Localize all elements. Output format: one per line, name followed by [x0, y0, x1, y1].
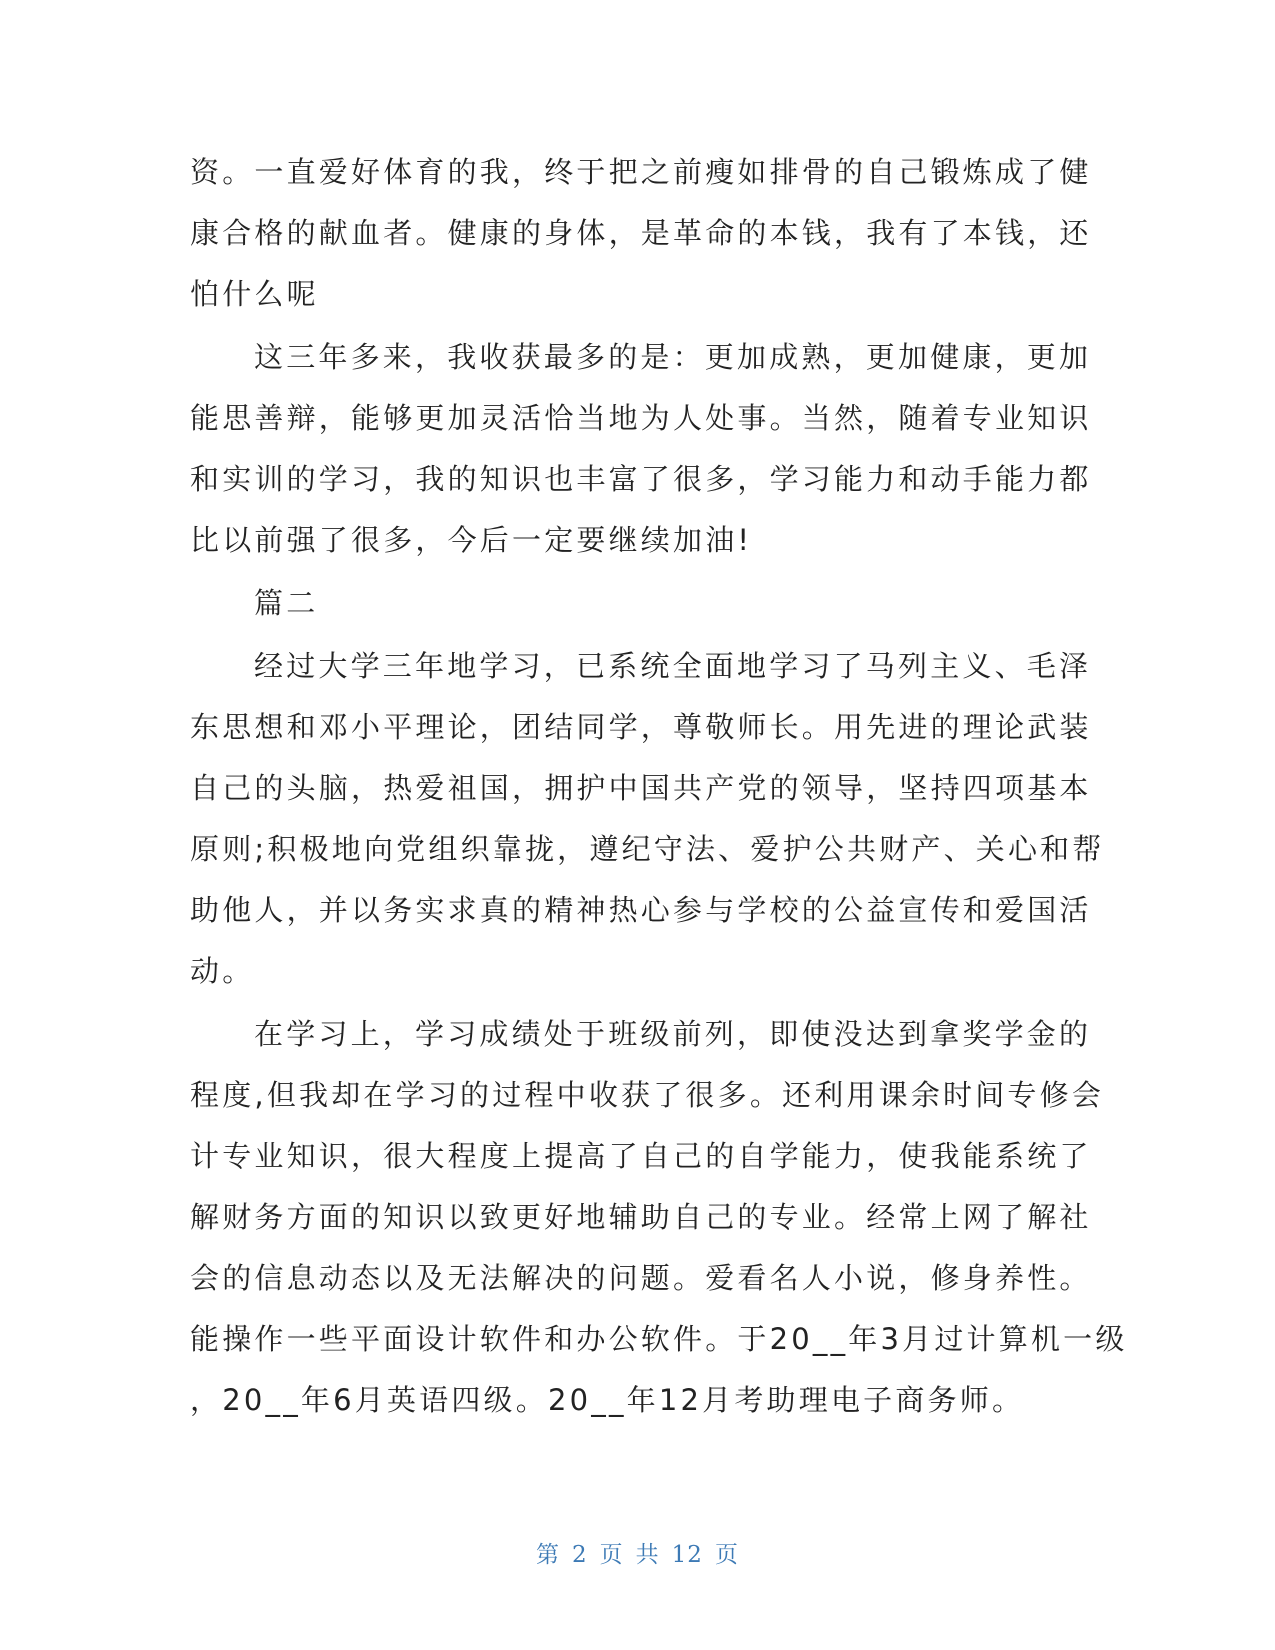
paragraph-1 — [190, 142, 1092, 325]
text-line: 原则;积极地向党组织靠拢，遵纪守法、爱护公共财产、关心和帮 — [190, 832, 1105, 866]
section-title: 篇二 — [254, 586, 319, 620]
text-line: 资。一直爱好体育的我，终于把之前瘦如排骨的自己锻炼成了健 — [190, 155, 1092, 189]
text-line: 能操作一些平面设计软件和办公软件。于20__年3月过计算机一级 — [190, 1322, 1128, 1356]
text-line: 程度,但我却在学习的过程中收获了很多。还利用课余时间专修会 — [190, 1078, 1105, 1112]
text-line: 和实训的学习，我的知识也丰富了很多，学习能力和动手能力都 — [190, 462, 1092, 496]
text-line: 能思善辩，能够更加灵活恰当地为人处事。当然，随着专业知识 — [190, 401, 1092, 435]
footer-suffix: 页 — [714, 1542, 739, 1568]
document-body — [190, 142, 1128, 1433]
footer-prefix: 第 — [536, 1542, 561, 1568]
text-line: 动。 — [190, 954, 255, 988]
text-line: 怕什么呢 — [190, 277, 319, 311]
footer-page-word: 页 — [599, 1542, 624, 1568]
paragraph-2 — [190, 327, 1092, 571]
text-line: 计专业知识，很大程度上提高了自己的自学能力，使我能系统了 — [190, 1139, 1092, 1173]
footer-total-prefix: 共 — [635, 1542, 660, 1568]
text-line: ，20__年6月英语四级。20__年12月考助理电子商务师。 — [190, 1383, 1025, 1417]
text-line: 在学习上，学习成绩处于班级前列，即使没达到拿奖学金的 — [254, 1017, 1092, 1051]
page-footer — [0, 1536, 1275, 1569]
text-line: 会的信息动态以及无法解决的问题。爱看名人小说，修身养性。 — [190, 1261, 1092, 1295]
text-line: 助他人，并以务实求真的精神热心参与学校的公益宣传和爱国活 — [190, 893, 1092, 927]
text-line: 康合格的献血者。健康的身体，是革命的本钱，我有了本钱，还 — [190, 216, 1092, 250]
text-line: 这三年多来，我收获最多的是：更加成熟，更加健康，更加 — [254, 340, 1092, 374]
text-line: 比以前强了很多，今后一定要继续加油! — [190, 523, 753, 557]
text-line: 经过大学三年地学习，已系统全面地学习了马列主义、毛泽 — [254, 649, 1092, 683]
total-pages-number: 12 — [671, 1542, 703, 1568]
current-page-number: 2 — [572, 1542, 588, 1568]
paragraph-4 — [190, 1004, 1128, 1431]
text-line: 解财务方面的知识以致更好地辅助自己的专业。经常上网了解社 — [190, 1200, 1092, 1234]
paragraph-3 — [190, 636, 1105, 1002]
text-line: 东思想和邓小平理论，团结同学，尊敬师长。用先进的理论武装 — [190, 710, 1092, 744]
section-heading — [190, 573, 1070, 634]
text-line: 自己的头脑，热爱祖国，拥护中国共产党的领导，坚持四项基本 — [190, 771, 1092, 805]
